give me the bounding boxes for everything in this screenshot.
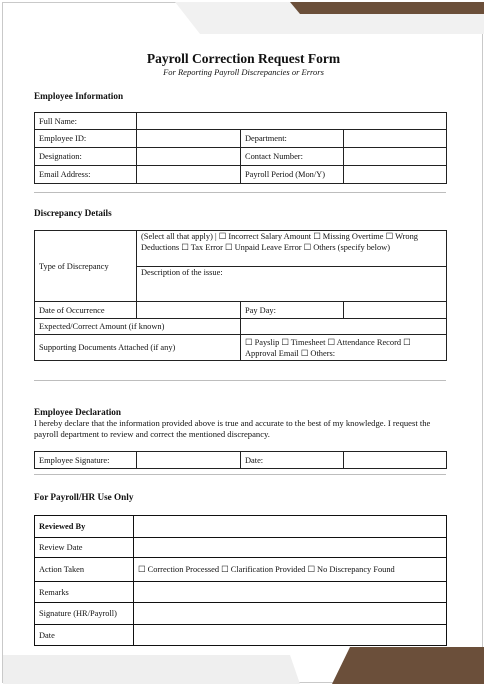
contact-number-label: Contact Number: [241,148,344,166]
reviewed-by-label: Reviewed By [35,516,134,538]
employee-signature-field[interactable] [137,452,241,469]
declaration-heading: Employee Declaration [34,407,122,417]
form-title: Payroll Correction Request Form [146,51,341,66]
hr-signature-field[interactable] [134,603,447,625]
discrepancy-table [34,230,447,361]
date-occurrence-field[interactable] [137,302,241,319]
expected-amount-field[interactable] [241,319,447,335]
declaration-text: I hereby declare that the information provided above is true and accurate to the best of my knowledge. I request the payroll department to review and correct the mentioned discrepancy. [34,418,431,439]
designation-field[interactable] [137,148,241,166]
declaration-table [34,451,447,469]
employee-info-table [34,112,447,184]
action-taken-label: Action Taken [35,558,134,582]
discrepancy-heading: Discrepancy Details [34,208,112,218]
discrepancy-type-label: Type of Discrepancy [35,231,137,302]
divider [34,380,446,381]
divider [34,474,446,475]
remarks-label: Remarks [35,582,134,603]
pay-day-label: Pay Day: [241,302,344,319]
hr-use-heading: For Payroll/HR Use Only [34,492,134,502]
pay-day-field[interactable] [344,302,447,319]
contact-number-field[interactable] [344,148,447,166]
employee-signature-label: Employee Signature: [35,452,137,469]
payroll-period-field[interactable] [344,166,447,184]
date-occurrence-label: Date of Occurrence [35,302,137,319]
declaration-date-field[interactable] [344,452,447,469]
designation-label: Designation: [35,148,137,166]
full-name-field[interactable] [137,113,447,130]
discrepancy-type-options[interactable]: (Select all that apply) | ☐ Incorrect Salary Amount ☐ Missing Overtime ☐ Wrong Deductions ☐ Tax Error ☐ Unpaid Leave Error ☐ Others (specify below) [137,231,447,267]
employee-id-label: Employee ID: [35,130,137,148]
review-date-field[interactable] [134,538,447,558]
form-subtitle: For Reporting Payroll Discrepancies or Errors [163,67,324,77]
supporting-docs-label: Supporting Documents Attached (if any) [35,335,241,361]
divider [34,192,446,193]
payroll-period-label: Payroll Period (Mon/Y) [241,166,344,184]
remarks-field[interactable] [134,582,447,603]
full-name-label: Full Name: [35,113,137,130]
reviewed-by-field[interactable] [134,516,447,538]
department-field[interactable] [344,130,447,148]
review-date-label: Review Date [35,538,134,558]
description-field[interactable]: Description of the issue: [137,267,447,302]
expected-amount-label: Expected/Correct Amount (if known) [35,319,241,335]
action-taken-options[interactable]: ☐ Correction Processed ☐ Clarification Provided ☐ No Discrepancy Found [134,558,447,582]
employee-info-heading: Employee Information [34,91,124,101]
supporting-docs-options[interactable]: ☐ Payslip ☐ Timesheet ☐ Attendance Record ☐ Approval Email ☐ Others: [241,335,447,361]
email-label: Email Address: [35,166,137,184]
hr-date-label: Date [35,625,134,646]
department-label: Department: [241,130,344,148]
employee-id-field[interactable] [137,130,241,148]
declaration-date-label: Date: [241,452,344,469]
email-field[interactable] [137,166,241,184]
hr-signature-label: Signature (HR/Payroll) [35,603,134,625]
hr-date-field[interactable] [134,625,447,646]
hr-use-table [34,515,447,646]
